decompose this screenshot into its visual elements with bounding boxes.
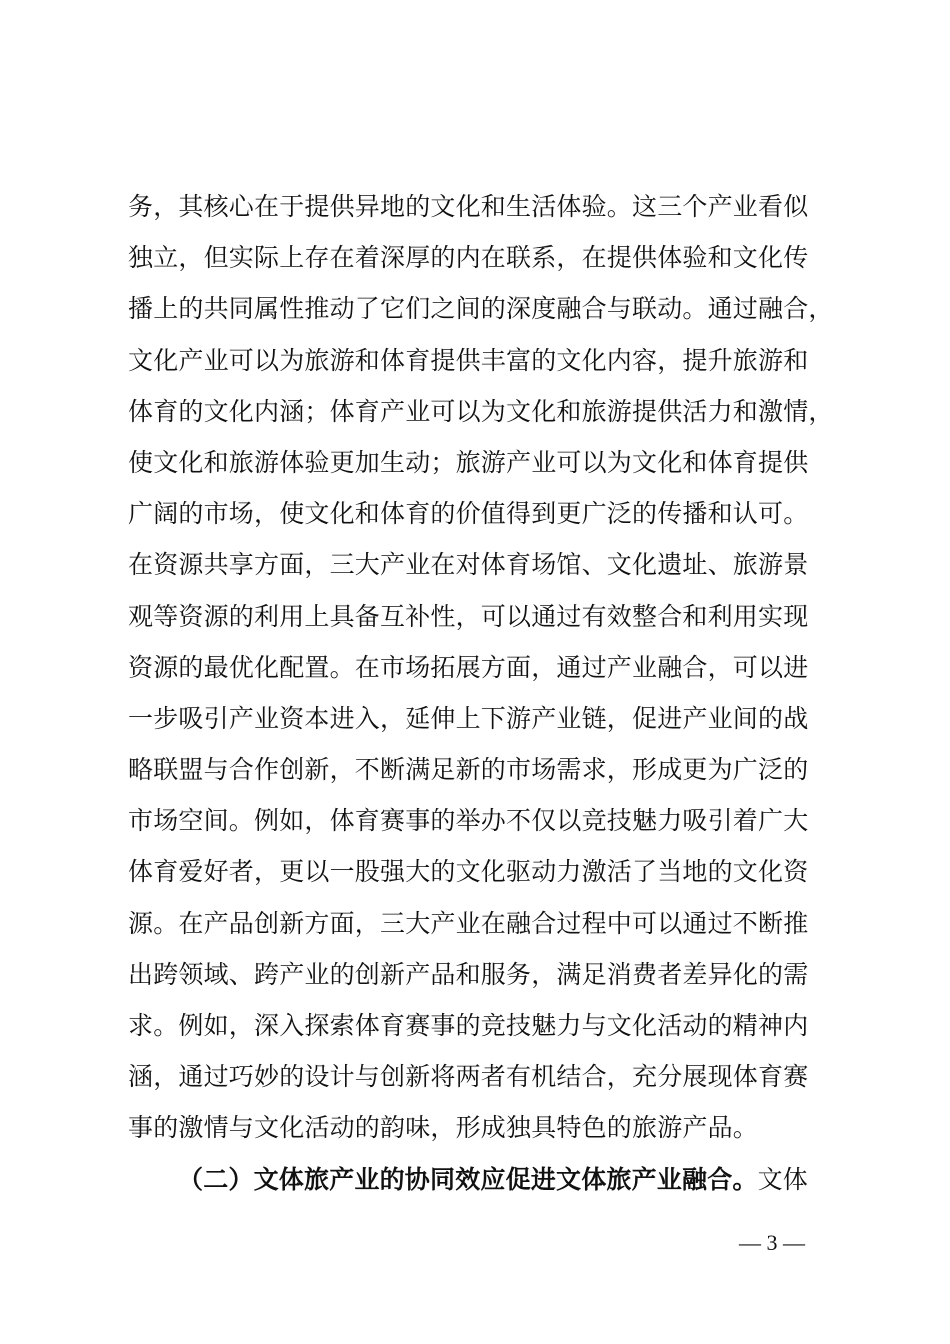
paragraph-line: 广阔的市场，使文化和体育的价值得到更广泛的传播和认可。 bbox=[128, 499, 809, 529]
paragraph-line: 事的激情与文化活动的韵味，形成独具特色的旅游产品。 bbox=[128, 1113, 759, 1143]
paragraph-line: 观等资源的利用上具备互补性，可以通过有效整合和利用实现 bbox=[128, 601, 809, 631]
body-text bbox=[128, 181, 838, 1205]
paragraph-line: 使文化和旅游体验更加生动；旅游产业可以为文化和体育提供 bbox=[128, 447, 809, 477]
paragraph-line: 略联盟与合作创新，不断满足新的市场需求，形成更为广泛的 bbox=[128, 755, 809, 785]
paragraph-line: 一步吸引产业资本进入，延伸上下游产业链，促进产业间的战 bbox=[128, 703, 809, 733]
section-heading-title: （二）文体旅产业的协同效应促进文体旅产业融合。 bbox=[178, 1164, 758, 1194]
paragraph-line: 播上的共同属性推动了它们之间的深度融合与联动。通过融合， bbox=[128, 294, 834, 324]
section-heading bbox=[128, 1154, 838, 1205]
paragraph-line: 务，其核心在于提供异地的文化和生活体验。这三个产业看似 bbox=[128, 192, 809, 221]
paragraph-line: 在资源共享方面，三大产业在对体育场馆、文化遗址、旅游景 bbox=[128, 550, 809, 580]
paragraph-line: 体育爱好者，更以一股强大的文化驱动力激活了当地的文化资 bbox=[128, 857, 809, 887]
paragraph-line: 市场空间。例如，体育赛事的举办不仅以竞技魅力吸引着广大 bbox=[128, 806, 809, 836]
paragraph-line: 求。例如，深入探索体育赛事的竞技魅力与文化活动的精神内 bbox=[128, 1011, 809, 1040]
paragraph-line: 出跨领域、跨产业的创新产品和服务，满足消费者差异化的需 bbox=[128, 959, 809, 989]
paragraph-line: 文化产业可以为旅游和体育提供丰富的文化内容，提升旅游和 bbox=[128, 345, 809, 375]
paragraph-line: 资源的最优化配置。在市场拓展方面，通过产业融合，可以进 bbox=[128, 652, 809, 682]
page-number: — 3 — bbox=[739, 1230, 805, 1255]
paragraph-line: 涵，通过巧妙的设计与创新将两者有机结合，充分展现体育赛 bbox=[128, 1062, 809, 1092]
paragraph-line: 源。在产品创新方面，三大产业在融合过程中可以通过不断推 bbox=[128, 908, 809, 938]
paragraph-line: 体育的文化内涵；体育产业可以为文化和旅游提供活力和激情， bbox=[128, 396, 834, 426]
paragraph-line: 独立，但实际上存在着深厚的内在联系，在提供体验和文化传 bbox=[128, 243, 809, 273]
section-heading-tail: 文体 bbox=[757, 1164, 809, 1194]
